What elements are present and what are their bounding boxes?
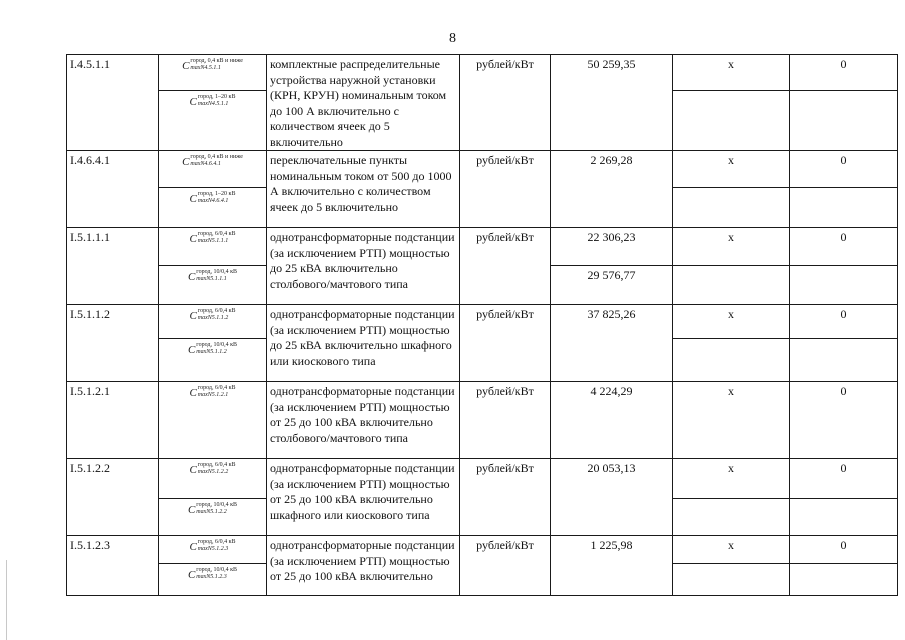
row-x: x xyxy=(673,536,790,564)
rate-symbol-subscript: maxN xyxy=(196,509,211,515)
rate-symbol-letter: C xyxy=(189,96,197,109)
rate-symbol xyxy=(162,307,263,338)
row-zero: 0 xyxy=(790,151,898,188)
table-row xyxy=(67,228,898,266)
tariff-table xyxy=(66,54,898,596)
row-description: однотрансформаторные подстанции (за исключением РТП) мощностью от 25 до 100 кВА включительно xyxy=(267,536,460,596)
row-zero-empty xyxy=(790,564,898,596)
rate-symbol-index: 5.1.2.3 xyxy=(210,574,227,580)
rate-symbol-cell xyxy=(159,499,267,536)
row-zero-empty xyxy=(790,266,898,305)
row-zero: 0 xyxy=(790,459,898,499)
rate-symbol-index: 5.1.2.2 xyxy=(210,509,227,515)
rate-symbol-superscript: город, 0,4 кВ и ниже xyxy=(190,154,243,160)
rate-symbol xyxy=(162,153,263,187)
row-zero: 0 xyxy=(790,55,898,91)
row-x-empty xyxy=(673,339,790,382)
row-description: переключательные пункты номинальным током от 500 до 1000 А включительно с количеством ячеек до 5 включительно xyxy=(267,151,460,228)
table-row xyxy=(67,536,898,564)
rate-symbol xyxy=(162,268,263,304)
row-code: I.5.1.2.2 xyxy=(67,459,159,536)
row-value: 1 225,98 xyxy=(551,536,673,596)
rate-symbol-subscript: maxN xyxy=(197,469,212,475)
rate-symbol xyxy=(162,566,263,595)
rate-symbol-letter: C xyxy=(189,541,197,553)
row-x: x xyxy=(673,151,790,188)
rate-symbol-index: 4.6.4.1 xyxy=(204,161,221,167)
row-code: I.4.5.1.1 xyxy=(67,55,159,151)
row-description: однотрансформаторные подстанции (за исключением РТП) мощностью до 25 кВА включительно шкафного или киоскового типа xyxy=(267,305,460,382)
rate-symbol-superscript: город, 0,4 кВ и ниже xyxy=(190,58,243,64)
row-description: однотрансформаторные подстанции (за исключением РТП) мощностью от 25 до 100 кВА включительно шкафного или киоскового типа xyxy=(267,459,460,536)
row-value: 37 825,26 xyxy=(551,305,673,382)
row-zero-empty xyxy=(790,188,898,228)
row-value: 4 224,29 xyxy=(551,382,673,459)
table-row xyxy=(67,151,898,188)
rate-symbol xyxy=(162,501,263,535)
rate-symbol-index: 5.1.1.2 xyxy=(211,315,229,321)
row-x: x xyxy=(673,305,790,339)
scan-edge-mark xyxy=(6,560,7,640)
rate-symbol-superscript: город, 1–20 кВ xyxy=(197,94,236,101)
row-x: x xyxy=(673,55,790,91)
row-x: x xyxy=(673,459,790,499)
rate-symbol-letter: C xyxy=(189,464,197,476)
rate-symbol-cell xyxy=(159,151,267,188)
rate-symbol-index: 4.5.1.1 xyxy=(211,101,229,108)
row-value: 22 306,23 xyxy=(551,228,673,266)
row-code: I.5.1.1.2 xyxy=(67,305,159,382)
rate-symbol-index: 5.1.1.2 xyxy=(210,349,227,355)
rate-symbol-letter: C xyxy=(187,504,196,516)
table-row xyxy=(67,459,898,499)
rate-symbol-subscript: maxN xyxy=(196,276,211,282)
rate-symbol xyxy=(162,538,263,563)
row-zero-empty xyxy=(790,499,898,536)
rate-symbol-superscript: город, 1–20 кВ xyxy=(197,191,236,197)
row-unit: рублей/кВт xyxy=(460,228,551,305)
rate-symbol-cell xyxy=(159,91,267,151)
row-unit: рублей/кВт xyxy=(460,305,551,382)
row-x: x xyxy=(673,228,790,266)
rate-symbol-subscript: maxN xyxy=(190,161,205,167)
rate-symbol-index: 4.6.4.1 xyxy=(211,198,229,204)
row-unit: рублей/кВт xyxy=(460,382,551,459)
rate-symbol-cell xyxy=(159,536,267,564)
row-description: комплектные распределительные устройства наружной установки (КРН, КРУН) номинальным током до 100 А включительно с количеством ячеек до 5 включительно xyxy=(267,55,460,151)
row-zero: 0 xyxy=(790,228,898,266)
table-row xyxy=(67,382,898,459)
table-row xyxy=(67,305,898,339)
row-zero-empty xyxy=(790,339,898,382)
rate-symbol-superscript: город, 10/0,4 кВ xyxy=(196,502,238,508)
rate-symbol xyxy=(162,341,263,381)
row-x-empty xyxy=(673,91,790,151)
rate-symbol-index: 5.1.2.2 xyxy=(211,469,229,475)
row-zero: 0 xyxy=(790,305,898,339)
rate-symbol-superscript: город, 10/0,4 кВ xyxy=(196,342,238,348)
row-code: I.5.1.1.1 xyxy=(67,228,159,305)
rate-symbol-letter: C xyxy=(189,193,197,205)
rate-symbol-cell xyxy=(159,382,267,459)
row-value: 20 053,13 xyxy=(551,459,673,536)
rate-symbol-cell xyxy=(159,55,267,91)
rate-symbol-superscript: город, 6/0,4 кВ xyxy=(197,385,236,391)
rate-symbol xyxy=(162,230,263,265)
rate-symbol-letter: C xyxy=(182,156,190,168)
row-value: 2 269,28 xyxy=(551,151,673,228)
rate-symbol-superscript: город, 6/0,4 кВ xyxy=(197,539,236,545)
rate-symbol-letter: C xyxy=(189,310,197,322)
row-unit: рублей/кВт xyxy=(460,151,551,228)
rate-symbol-superscript: город, 10/0,4 кВ xyxy=(196,567,238,573)
row-x-empty xyxy=(673,499,790,536)
rate-symbol-cell xyxy=(159,564,267,596)
rate-symbol-superscript: город, 10/0,4 кВ xyxy=(196,269,238,275)
rate-symbol-subscript: maxN xyxy=(197,315,212,321)
rate-symbol xyxy=(162,190,263,227)
rate-symbol-letter: C xyxy=(189,387,197,399)
rate-symbol xyxy=(162,384,263,458)
rate-symbol-subscript: maxN xyxy=(197,101,212,108)
rate-symbol-subscript: maxN xyxy=(197,198,212,204)
rate-symbol-index: 5.1.1.1 xyxy=(211,238,229,244)
rate-symbol-subscript: maxN xyxy=(197,546,212,552)
rate-symbol-superscript: город, 6/0,4 кВ xyxy=(197,462,236,468)
rate-symbol-cell xyxy=(159,188,267,228)
row-value: 50 259,35 xyxy=(551,55,673,151)
rate-symbol-letter: C xyxy=(189,233,197,245)
table-row xyxy=(67,55,898,91)
rate-symbol-subscript: maxN xyxy=(197,238,212,244)
rate-symbol xyxy=(162,93,263,150)
rate-symbol-index: 5.1.1.1 xyxy=(210,276,227,282)
rate-symbol-cell xyxy=(159,266,267,305)
row-value-secondary: 29 576,77 xyxy=(551,266,673,305)
row-code: I.5.1.2.1 xyxy=(67,382,159,459)
row-description: однотрансформаторные подстанции (за исключением РТП) мощностью до 25 кВА включительно столбового/мачтового типа xyxy=(267,228,460,305)
rate-symbol-cell xyxy=(159,305,267,339)
rate-symbol-cell xyxy=(159,228,267,266)
rate-symbol-index: 4.5.1.1 xyxy=(204,65,221,71)
rate-symbol-subscript: maxN xyxy=(196,349,211,355)
row-description: однотрансформаторные подстанции (за исключением РТП) мощностью от 25 до 100 кВА включительно столбового/мачтового типа xyxy=(267,382,460,459)
rate-symbol-cell xyxy=(159,459,267,499)
rate-symbol xyxy=(162,57,263,90)
rate-symbol-subscript: maxN xyxy=(196,574,211,580)
rate-symbol-letter: C xyxy=(182,60,190,72)
rate-symbol-cell xyxy=(159,339,267,382)
rate-symbol-subscript: maxN xyxy=(190,65,205,71)
rate-symbol-superscript: город, 6/0,4 кВ xyxy=(197,231,236,237)
row-code: I.4.6.4.1 xyxy=(67,151,159,228)
row-x-empty xyxy=(673,564,790,596)
row-x-empty xyxy=(673,188,790,228)
rate-symbol-subscript: maxN xyxy=(197,392,212,398)
row-zero-empty xyxy=(790,91,898,151)
rate-symbol-index: 5.1.2.3 xyxy=(211,546,229,552)
row-zero: 0 xyxy=(790,382,898,459)
row-code: I.5.1.2.3 xyxy=(67,536,159,596)
row-zero: 0 xyxy=(790,536,898,564)
rate-symbol-superscript: город, 6/0,4 кВ xyxy=(197,308,236,314)
row-unit: рублей/кВт xyxy=(460,55,551,151)
rate-symbol xyxy=(162,461,263,498)
rate-symbol-letter: C xyxy=(187,271,196,283)
rate-symbol-index: 5.1.2.1 xyxy=(211,392,229,398)
row-unit: рублей/кВт xyxy=(460,536,551,596)
rate-symbol-letter: C xyxy=(187,344,196,356)
row-x-empty xyxy=(673,266,790,305)
rate-symbol-letter: C xyxy=(187,569,196,581)
page-number: 8 xyxy=(449,31,456,46)
row-x: x xyxy=(673,382,790,459)
row-unit: рублей/кВт xyxy=(460,459,551,536)
